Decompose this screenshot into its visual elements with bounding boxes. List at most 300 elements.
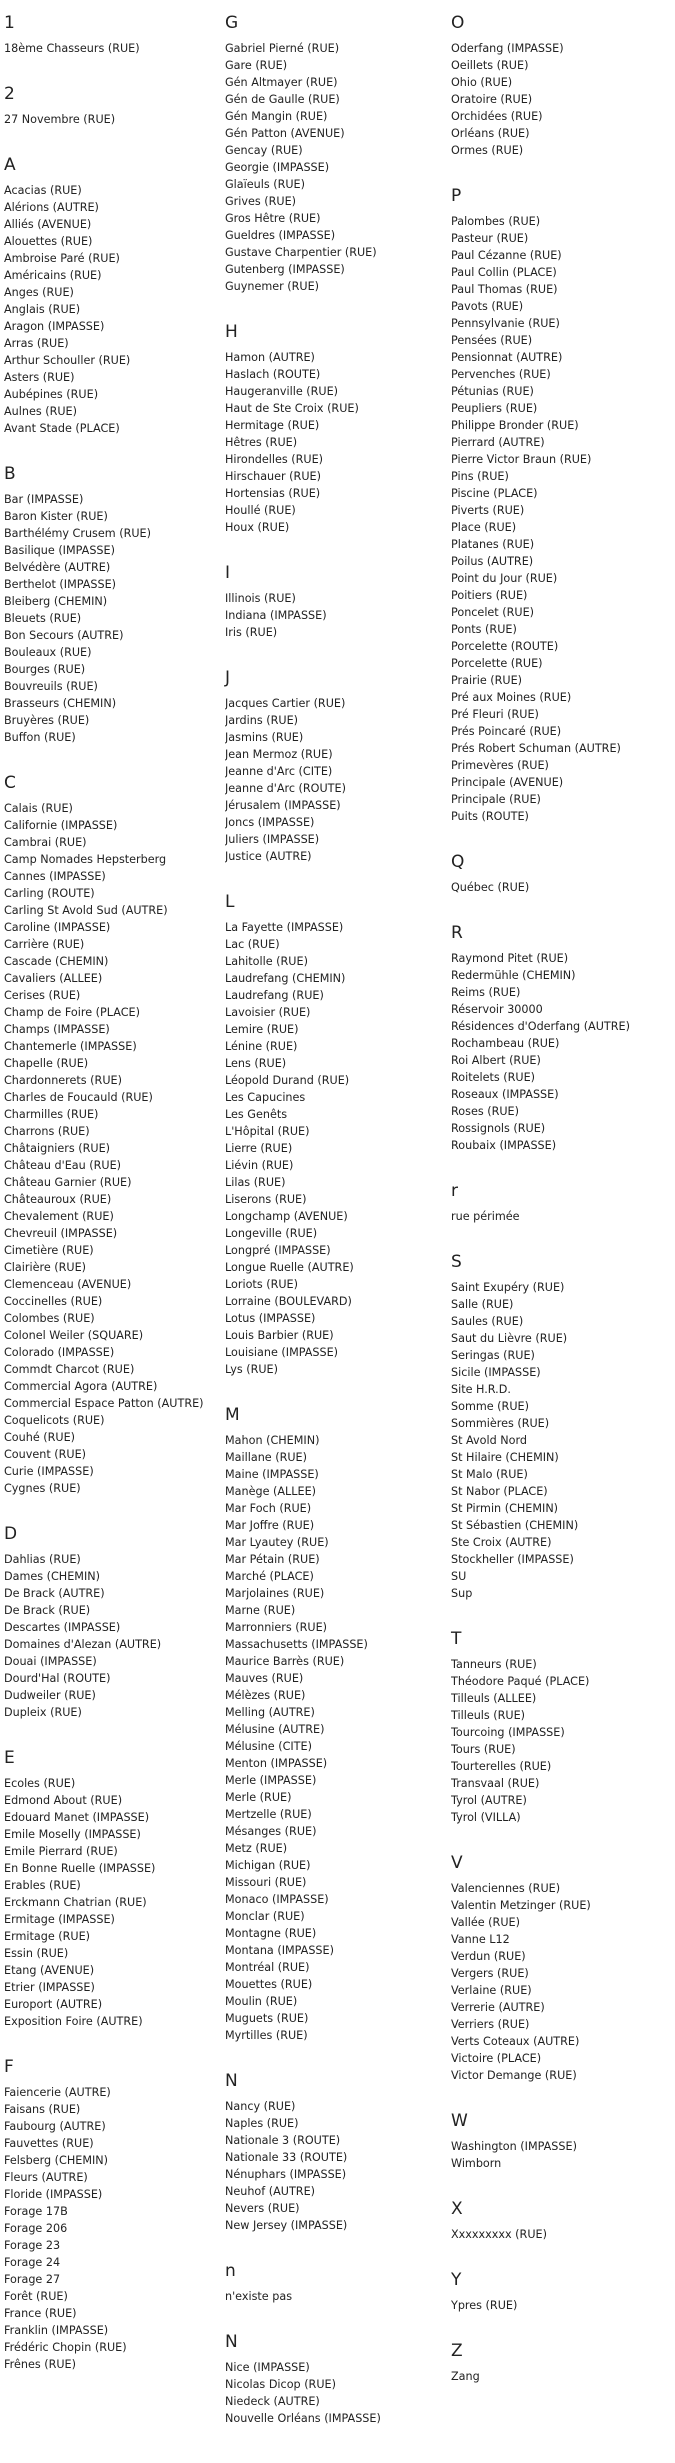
street-list bbox=[451, 1656, 671, 1826]
letter-heading: 1 bbox=[4, 13, 15, 33]
street-item: Forage 27 bbox=[4, 2273, 61, 2286]
street-list bbox=[225, 1432, 445, 2044]
street-item: Somme (RUE) bbox=[451, 1400, 529, 1413]
street-item: Carling (ROUTE) bbox=[4, 887, 95, 900]
street-item: Pré Fleuri (RUE) bbox=[451, 708, 539, 721]
street-item: Cimetière (RUE) bbox=[4, 1244, 94, 1257]
street-item: Emile Pierrard (RUE) bbox=[4, 1845, 118, 1858]
street-item: Valenciennes (RUE) bbox=[451, 1882, 561, 1895]
street-item: Camp Nomades Hepsterberg bbox=[4, 853, 167, 866]
street-item: Vergers (RUE) bbox=[451, 1967, 529, 1980]
letter-section bbox=[451, 2098, 671, 2172]
street-item: Jérusalem (IMPASSE) bbox=[225, 799, 341, 812]
street-item: Guynemer (RUE) bbox=[225, 280, 320, 293]
street-item: Commercial Agora (AUTRE) bbox=[4, 1380, 158, 1393]
street-item: Frédéric Chopin (RUE) bbox=[4, 2341, 127, 2354]
street-item: Haut de Ste Croix (RUE) bbox=[225, 402, 359, 415]
street-item: Aulnes (RUE) bbox=[4, 405, 77, 418]
street-item: Ponts (RUE) bbox=[451, 623, 517, 636]
street-item: Naples (RUE) bbox=[225, 2117, 299, 2130]
street-item: Mélèzes (RUE) bbox=[225, 1689, 306, 1702]
street-item: Verts Coteaux (AUTRE) bbox=[451, 2035, 580, 2048]
letter-heading: C bbox=[4, 773, 16, 793]
street-item: Ormes (RUE) bbox=[451, 144, 524, 157]
street-item: Monaco (IMPASSE) bbox=[225, 1893, 329, 1906]
street-item: Ambroise Paré (RUE) bbox=[4, 252, 120, 265]
street-item: Laudrefang (RUE) bbox=[225, 989, 324, 1002]
street-item: Bleuets (RUE) bbox=[4, 612, 82, 625]
street-item: Lens (RUE) bbox=[225, 1057, 287, 1070]
street-item: Ste Croix (AUTRE) bbox=[451, 1536, 552, 1549]
street-item: Pervenches (RUE) bbox=[451, 368, 551, 381]
letter-section bbox=[4, 1735, 224, 2030]
street-item: Forage 24 bbox=[4, 2256, 61, 2269]
street-list bbox=[451, 213, 671, 825]
letter-heading: X bbox=[451, 2199, 463, 2219]
street-item: Coquelicots (RUE) bbox=[4, 1414, 105, 1427]
letter-section bbox=[4, 1511, 224, 1721]
street-item: Lemire (RUE) bbox=[225, 1023, 299, 1036]
street-item: Nationale 33 (ROUTE) bbox=[225, 2151, 348, 2164]
letter-section bbox=[451, 2186, 671, 2243]
street-item: Bar (IMPASSE) bbox=[4, 493, 84, 506]
street-item: Château d'Eau (RUE) bbox=[4, 1159, 122, 1172]
street-item: Tanneurs (RUE) bbox=[451, 1658, 537, 1671]
street-list bbox=[4, 1775, 224, 2030]
street-item: Edmond About (RUE) bbox=[4, 1794, 123, 1807]
street-item: Loriots (RUE) bbox=[225, 1278, 298, 1291]
letter-section bbox=[4, 142, 224, 437]
street-item: Marronniers (RUE) bbox=[225, 1621, 328, 1634]
street-list bbox=[225, 919, 445, 1378]
street-item: Mélusine (AUTRE) bbox=[225, 1723, 325, 1736]
street-item: Gén Patton (AVENUE) bbox=[225, 127, 345, 140]
street-list bbox=[451, 879, 671, 896]
street-item: Gén Altmayer (RUE) bbox=[225, 76, 338, 89]
street-item: Indiana (IMPASSE) bbox=[225, 609, 327, 622]
street-item: Merle (RUE) bbox=[225, 1791, 292, 1804]
street-item: Bouleaux (RUE) bbox=[4, 646, 92, 659]
street-item: Saules (RUE) bbox=[451, 1315, 524, 1328]
street-list bbox=[451, 950, 671, 1154]
street-item: Rossignols (RUE) bbox=[451, 1122, 546, 1135]
street-item: Verrerie (AUTRE) bbox=[451, 2001, 545, 2014]
street-item: Tourterelles (RUE) bbox=[451, 1760, 552, 1773]
letter-section bbox=[451, 1239, 671, 1602]
street-item: Europort (AUTRE) bbox=[4, 1998, 103, 2011]
letter-heading: Y bbox=[451, 2270, 462, 2290]
street-item: Victor Demange (RUE) bbox=[451, 2069, 577, 2082]
street-item: Reims (RUE) bbox=[451, 986, 521, 999]
street-item: De Brack (RUE) bbox=[4, 1604, 91, 1617]
street-item: Château Garnier (RUE) bbox=[4, 1176, 132, 1189]
street-item: La Fayette (IMPASSE) bbox=[225, 921, 344, 934]
letter-section bbox=[225, 655, 445, 865]
street-item: Faubourg (AUTRE) bbox=[4, 2120, 106, 2133]
letter-heading: V bbox=[451, 1853, 463, 1873]
street-item: Montagne (RUE) bbox=[225, 1927, 317, 1940]
street-item: Alérions (AUTRE) bbox=[4, 201, 99, 214]
street-item: Jean Mermoz (RUE) bbox=[225, 748, 333, 761]
street-item: Commercial Espace Patton (AUTRE) bbox=[4, 1397, 204, 1410]
street-item: Lavoisier (RUE) bbox=[225, 1006, 311, 1019]
street-item: Frênes (RUE) bbox=[4, 2358, 76, 2371]
street-item: Jasmins (RUE) bbox=[225, 731, 304, 744]
street-item: Georgie (IMPASSE) bbox=[225, 161, 330, 174]
letter-heading: W bbox=[451, 2111, 468, 2131]
street-item: Mar Foch (RUE) bbox=[225, 1502, 312, 1515]
street-item: Réservoir 30000 bbox=[451, 1003, 543, 1016]
letter-heading: G bbox=[225, 13, 239, 33]
letter-heading: D bbox=[4, 1524, 18, 1544]
street-item: St Sébastien (CHEMIN) bbox=[451, 1519, 579, 1532]
street-item: Michigan (RUE) bbox=[225, 1859, 311, 1872]
letter-section bbox=[4, 71, 224, 128]
street-item: Anglais (RUE) bbox=[4, 303, 81, 316]
street-list bbox=[451, 1279, 671, 1602]
street-item: St Nabor (PLACE) bbox=[451, 1485, 548, 1498]
street-item: Missouri (RUE) bbox=[225, 1876, 307, 1889]
street-item: Lénine (RUE) bbox=[225, 1040, 298, 1053]
letter-heading: H bbox=[225, 322, 238, 342]
street-item: Faiencerie (AUTRE) bbox=[4, 2086, 111, 2099]
street-item: Mélusine (CITE) bbox=[225, 1740, 312, 1753]
letter-heading: R bbox=[451, 923, 463, 943]
letter-section bbox=[451, 1168, 671, 1225]
street-item: Longpré (IMPASSE) bbox=[225, 1244, 331, 1257]
street-item: Redermühle (CHEMIN) bbox=[451, 969, 576, 982]
street-item: Stockheller (IMPASSE) bbox=[451, 1553, 574, 1566]
street-item: Roseaux (IMPASSE) bbox=[451, 1088, 559, 1101]
letter-heading: S bbox=[451, 1252, 462, 1272]
street-item: Massachusetts (IMPASSE) bbox=[225, 1638, 368, 1651]
street-item: Raymond Pitet (RUE) bbox=[451, 952, 569, 965]
letter-section bbox=[225, 0, 445, 295]
letter-heading: E bbox=[4, 1748, 15, 1768]
letter-heading: L bbox=[225, 892, 235, 912]
street-item: Piscine (PLACE) bbox=[451, 487, 538, 500]
street-item: Québec (RUE) bbox=[451, 881, 530, 894]
street-item: Verriers (RUE) bbox=[451, 2018, 530, 2031]
street-item: Mauves (RUE) bbox=[225, 1672, 304, 1685]
letter-heading: B bbox=[4, 464, 16, 484]
street-item: Américains (RUE) bbox=[4, 269, 102, 282]
letter-section bbox=[451, 2328, 671, 2385]
street-item: Mahon (CHEMIN) bbox=[225, 1434, 320, 1447]
street-item: Asters (RUE) bbox=[4, 371, 75, 384]
street-item: Liévin (RUE) bbox=[225, 1159, 294, 1172]
letter-section bbox=[225, 879, 445, 1378]
street-item: Cambrai (RUE) bbox=[4, 836, 87, 849]
street-item: SU bbox=[451, 1570, 467, 1583]
street-item: Pré aux Moines (RUE) bbox=[451, 691, 572, 704]
street-item: Vallée (RUE) bbox=[451, 1916, 520, 1929]
street-item: Faisans (RUE) bbox=[4, 2103, 81, 2116]
street-item: Ypres (RUE) bbox=[451, 2299, 518, 2312]
street-item: Chevalement (RUE) bbox=[4, 1210, 114, 1223]
street-item: Felsberg (CHEMIN) bbox=[4, 2154, 109, 2167]
letter-section bbox=[4, 2044, 224, 2373]
street-item: Cerises (RUE) bbox=[4, 989, 81, 1002]
letter-heading: T bbox=[451, 1629, 462, 1649]
street-item: Nice (IMPASSE) bbox=[225, 2361, 310, 2374]
street-item: Joncs (IMPASSE) bbox=[225, 816, 315, 829]
street-item: Couhé (RUE) bbox=[4, 1431, 76, 1444]
street-item: Zang bbox=[451, 2370, 480, 2383]
street-item: Jardins (RUE) bbox=[225, 714, 299, 727]
street-list bbox=[451, 2226, 671, 2243]
street-item: Gare (RUE) bbox=[225, 59, 288, 72]
street-item: Roses (RUE) bbox=[451, 1105, 519, 1118]
letter-section bbox=[225, 2319, 445, 2427]
street-item: Point du Jour (RUE) bbox=[451, 572, 558, 585]
street-item: Ermitage (RUE) bbox=[4, 1930, 91, 1943]
street-item: Pins (RUE) bbox=[451, 470, 509, 483]
street-item: Bourges (RUE) bbox=[4, 663, 86, 676]
street-item: Niedeck (AUTRE) bbox=[225, 2395, 320, 2408]
street-item: Washington (IMPASSE) bbox=[451, 2140, 577, 2153]
street-item: Chapelle (RUE) bbox=[4, 1057, 89, 1070]
letter-section bbox=[225, 2248, 445, 2305]
street-item: Pierrard (AUTRE) bbox=[451, 436, 545, 449]
street-item: Résidences d'Oderfang (AUTRE) bbox=[451, 1020, 630, 1033]
street-item: Platanes (RUE) bbox=[451, 538, 535, 551]
street-item: Prés Robert Schuman (AUTRE) bbox=[451, 742, 621, 755]
street-item: Porcelette (RUE) bbox=[451, 657, 543, 670]
street-item: Descartes (IMPASSE) bbox=[4, 1621, 121, 1634]
street-item: Floride (IMPASSE) bbox=[4, 2188, 103, 2201]
street-item: Maillane (RUE) bbox=[225, 1451, 307, 1464]
street-item: Franklin (IMPASSE) bbox=[4, 2324, 109, 2337]
street-item: Laudrefang (CHEMIN) bbox=[225, 972, 346, 985]
street-item: Hermitage (RUE) bbox=[225, 419, 320, 432]
street-item: Lotus (IMPASSE) bbox=[225, 1312, 316, 1325]
street-item: Lahitolle (RUE) bbox=[225, 955, 308, 968]
street-item: Tyrol (VILLA) bbox=[451, 1811, 521, 1824]
street-item: Paul Collin (PLACE) bbox=[451, 266, 557, 279]
street-item: Bon Secours (AUTRE) bbox=[4, 629, 124, 642]
street-item: Sommières (RUE) bbox=[451, 1417, 550, 1430]
street-item: Manège (ALLEE) bbox=[225, 1485, 317, 1498]
street-item: Carrière (RUE) bbox=[4, 938, 85, 951]
street-item: Pavots (RUE) bbox=[451, 300, 524, 313]
street-item: Commdt Charcot (RUE) bbox=[4, 1363, 135, 1376]
street-item: Erckmann Chatrian (RUE) bbox=[4, 1896, 147, 1909]
letter-heading: A bbox=[4, 155, 16, 175]
street-item: Colorado (IMPASSE) bbox=[4, 1346, 115, 1359]
street-item: Mouettes (RUE) bbox=[225, 1978, 313, 1991]
street-item: Chardonnerets (RUE) bbox=[4, 1074, 122, 1087]
street-item: Gutenberg (IMPASSE) bbox=[225, 263, 345, 276]
street-item: Rochambeau (RUE) bbox=[451, 1037, 560, 1050]
street-item: Ohio (RUE) bbox=[451, 76, 513, 89]
street-item: Metz (RUE) bbox=[225, 1842, 288, 1855]
street-item: Basilique (IMPASSE) bbox=[4, 544, 115, 557]
street-item: Palombes (RUE) bbox=[451, 215, 541, 228]
street-item: Haugeranville (RUE) bbox=[225, 385, 339, 398]
street-item: Montana (IMPASSE) bbox=[225, 1944, 334, 1957]
street-item: Houllé (RUE) bbox=[225, 504, 296, 517]
letter-section bbox=[451, 910, 671, 1154]
street-item: Nancy (RUE) bbox=[225, 2100, 296, 2113]
street-item: Forage 17B bbox=[4, 2205, 68, 2218]
street-item: Lac (RUE) bbox=[225, 938, 280, 951]
street-item: Bleiberg (CHEMIN) bbox=[4, 595, 108, 608]
street-list bbox=[451, 1208, 671, 1225]
street-list bbox=[451, 2368, 671, 2385]
street-item: Calais (RUE) bbox=[4, 802, 73, 815]
street-item: Illinois (RUE) bbox=[225, 592, 296, 605]
street-list bbox=[4, 2084, 224, 2373]
street-list bbox=[4, 800, 224, 1497]
street-item: Pétunias (RUE) bbox=[451, 385, 534, 398]
street-item: Pensionnat (AUTRE) bbox=[451, 351, 563, 364]
street-item: Etang (AVENUE) bbox=[4, 1964, 95, 1977]
street-item: Alliés (AVENUE) bbox=[4, 218, 92, 231]
street-item: Colonel Weiler (SQUARE) bbox=[4, 1329, 144, 1342]
letter-section bbox=[225, 2058, 445, 2234]
street-item: Lilas (RUE) bbox=[225, 1176, 286, 1189]
street-item: Erables (RUE) bbox=[4, 1879, 81, 1892]
street-list bbox=[225, 2359, 445, 2427]
street-item: Piverts (RUE) bbox=[451, 504, 525, 517]
street-item: Moulin (RUE) bbox=[225, 1995, 298, 2008]
street-item: Exposition Foire (AUTRE) bbox=[4, 2015, 143, 2028]
street-item: Iris (RUE) bbox=[225, 626, 278, 639]
street-item: Verlaine (RUE) bbox=[451, 1984, 532, 1997]
street-item: Maine (IMPASSE) bbox=[225, 1468, 319, 1481]
street-item: Californie (IMPASSE) bbox=[4, 819, 118, 832]
street-item: Tourcoing (IMPASSE) bbox=[451, 1726, 565, 1739]
street-item: Puits (ROUTE) bbox=[451, 810, 529, 823]
street-item: Clairière (RUE) bbox=[4, 1261, 87, 1274]
street-list bbox=[4, 491, 224, 746]
street-item: Domaines d'Alezan (AUTRE) bbox=[4, 1638, 162, 1651]
street-item: Arthur Schouller (RUE) bbox=[4, 354, 131, 367]
street-item: Fleurs (AUTRE) bbox=[4, 2171, 88, 2184]
street-item: rue périmée bbox=[451, 1210, 520, 1223]
street-item: Belvédère (AUTRE) bbox=[4, 561, 111, 574]
street-item: Roubaix (IMPASSE) bbox=[451, 1139, 557, 1152]
street-item: n'existe pas bbox=[225, 2290, 293, 2303]
letter-heading: n bbox=[225, 2261, 236, 2281]
letter-section bbox=[451, 1616, 671, 1826]
street-list bbox=[225, 349, 445, 536]
street-column-1 bbox=[4, 0, 224, 2373]
street-item: En Bonne Ruelle (IMPASSE) bbox=[4, 1862, 156, 1875]
street-item: Les Capucines bbox=[225, 1091, 306, 1104]
street-item: Melling (AUTRE) bbox=[225, 1706, 315, 1719]
letter-heading: r bbox=[451, 1181, 458, 1201]
street-item: Tilleuls (ALLEE) bbox=[451, 1692, 537, 1705]
street-item: Anges (RUE) bbox=[4, 286, 74, 299]
street-item: Colombes (RUE) bbox=[4, 1312, 95, 1325]
street-item: Charles de Foucauld (RUE) bbox=[4, 1091, 153, 1104]
letter-section bbox=[225, 550, 445, 641]
street-item: Dourd'Hal (ROUTE) bbox=[4, 1672, 111, 1685]
street-item: Principale (AVENUE) bbox=[451, 776, 564, 789]
street-item: Mar Pétain (RUE) bbox=[225, 1553, 320, 1566]
street-item: Chantemerle (IMPASSE) bbox=[4, 1040, 137, 1053]
street-item: Monclar (RUE) bbox=[225, 1910, 305, 1923]
street-item: Juliers (IMPASSE) bbox=[225, 833, 320, 846]
street-item: Acacias (RUE) bbox=[4, 184, 82, 197]
street-item: Les Genêts bbox=[225, 1108, 288, 1121]
street-item: Jeanne d'Arc (ROUTE) bbox=[225, 782, 346, 795]
street-item: Buffon (RUE) bbox=[4, 731, 76, 744]
street-item: Carling St Avold Sud (AUTRE) bbox=[4, 904, 168, 917]
street-list bbox=[4, 182, 224, 437]
street-item: Salle (RUE) bbox=[451, 1298, 514, 1311]
street-item: Prairie (RUE) bbox=[451, 674, 523, 687]
street-list bbox=[4, 111, 224, 128]
street-item: Edouard Manet (IMPASSE) bbox=[4, 1811, 150, 1824]
street-item: Couvent (RUE) bbox=[4, 1448, 87, 1461]
street-item: Houx (RUE) bbox=[225, 521, 290, 534]
street-item: Haslach (ROUTE) bbox=[225, 368, 321, 381]
street-item: Roitelets (RUE) bbox=[451, 1071, 536, 1084]
street-item: Poitiers (RUE) bbox=[451, 589, 528, 602]
street-item: Principale (RUE) bbox=[451, 793, 541, 806]
street-item: Bouvreuils (RUE) bbox=[4, 680, 98, 693]
street-item: Douai (IMPASSE) bbox=[4, 1655, 97, 1668]
letter-section bbox=[4, 760, 224, 1497]
letter-section bbox=[4, 451, 224, 746]
street-item: Gencay (RUE) bbox=[225, 144, 303, 157]
street-item: Berthelot (IMPASSE) bbox=[4, 578, 117, 591]
street-item: Poilus (AUTRE) bbox=[451, 555, 534, 568]
street-item: Montréal (RUE) bbox=[225, 1961, 310, 1974]
street-item: Nouvelle Orléans (IMPASSE) bbox=[225, 2412, 381, 2425]
street-item: Dudweiler (RUE) bbox=[4, 1689, 96, 1702]
street-item: Site H.R.D. bbox=[451, 1383, 511, 1396]
street-item: St Hilaire (CHEMIN) bbox=[451, 1451, 559, 1464]
street-list bbox=[451, 1880, 671, 2084]
letter-section bbox=[4, 0, 224, 57]
street-item: Seringas (RUE) bbox=[451, 1349, 535, 1362]
street-item: Jacques Cartier (RUE) bbox=[225, 697, 346, 710]
street-list bbox=[451, 2138, 671, 2172]
street-list bbox=[225, 40, 445, 295]
street-item: Nevers (RUE) bbox=[225, 2202, 300, 2215]
street-item: Longchamp (AVENUE) bbox=[225, 1210, 348, 1223]
street-item: Pennsylvanie (RUE) bbox=[451, 317, 560, 330]
street-item: Barthélémy Crusem (RUE) bbox=[4, 527, 151, 540]
letter-heading: 2 bbox=[4, 84, 15, 104]
street-item: Cascade (CHEMIN) bbox=[4, 955, 109, 968]
street-item: Avant Stade (PLACE) bbox=[4, 422, 120, 435]
street-item: Champ de Foire (PLACE) bbox=[4, 1006, 140, 1019]
street-item: Orléans (RUE) bbox=[451, 127, 530, 140]
street-item: Chevreuil (IMPASSE) bbox=[4, 1227, 118, 1240]
street-item: Longeville (RUE) bbox=[225, 1227, 318, 1240]
letter-heading: N bbox=[225, 2071, 238, 2091]
street-item: Dahlias (RUE) bbox=[4, 1553, 81, 1566]
street-item: Xxxxxxxxx (RUE) bbox=[451, 2228, 547, 2241]
street-item: Saint Exupéry (RUE) bbox=[451, 1281, 565, 1294]
street-item: Hortensias (RUE) bbox=[225, 487, 321, 500]
street-item: Alouettes (RUE) bbox=[4, 235, 93, 248]
street-item: France (RUE) bbox=[4, 2307, 77, 2320]
street-list bbox=[225, 2098, 445, 2234]
street-item: Liserons (RUE) bbox=[225, 1193, 307, 1206]
street-item: Ermitage (IMPASSE) bbox=[4, 1913, 115, 1926]
street-item: Peupliers (RUE) bbox=[451, 402, 538, 415]
letter-heading: J bbox=[225, 668, 231, 688]
letter-heading: N bbox=[225, 2332, 238, 2352]
street-item: De Brack (AUTRE) bbox=[4, 1587, 105, 1600]
street-item: Longue Ruelle (AUTRE) bbox=[225, 1261, 354, 1274]
